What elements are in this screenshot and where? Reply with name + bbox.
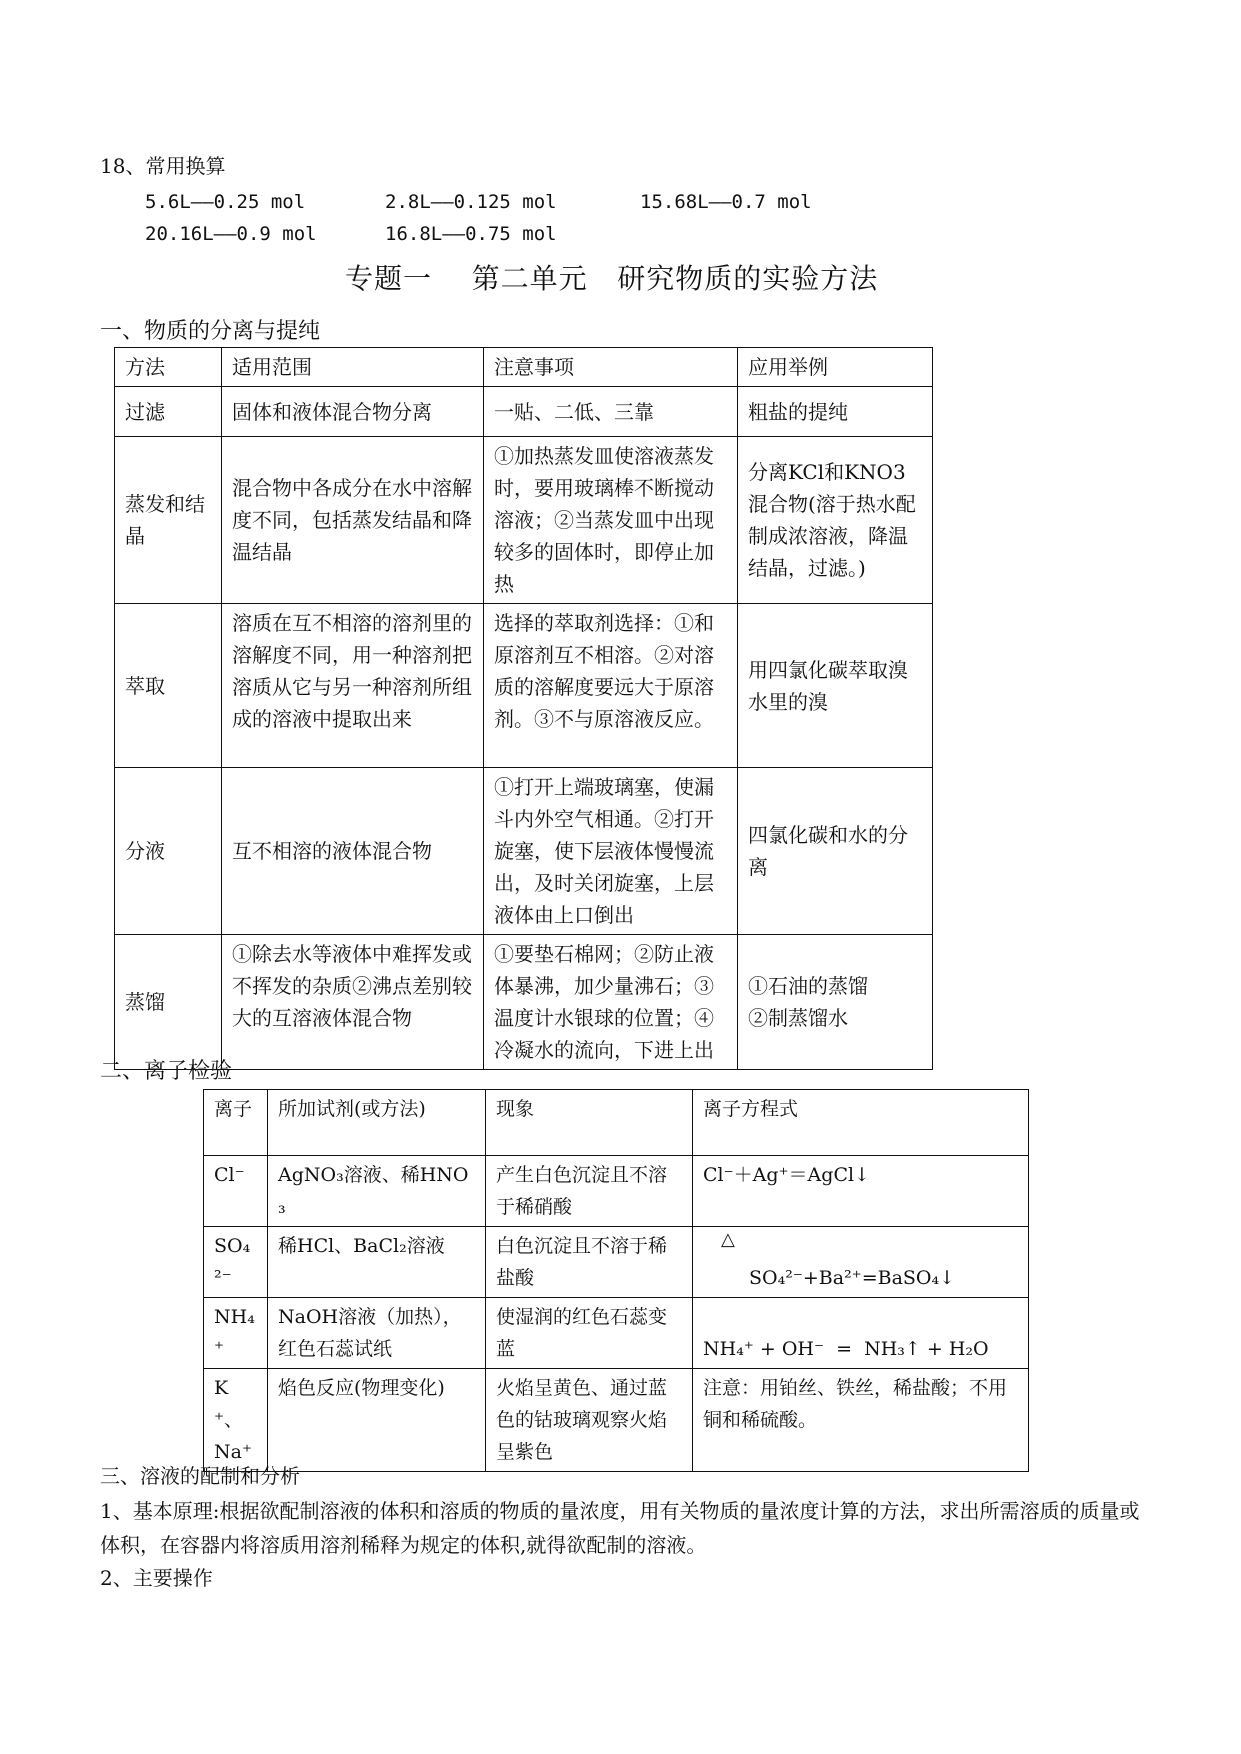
table-header-row [115,348,933,387]
section-heading: 一、物质的分离与提纯 [100,319,321,344]
table-row [204,1298,1029,1369]
table-cell: 混合物中各成分在水中溶解度不同，包括蒸发结晶和降温结晶 [222,437,484,604]
table-cell: AgNO₃溶液、稀HNO₃ [268,1156,486,1227]
column-header: 离子 [204,1090,268,1156]
table-row [115,935,933,1070]
ion-test-table [203,1089,1029,1472]
table-cell: 分液 [115,768,222,935]
conversion-item: 2.8L——0.125 mol [385,191,557,213]
table-cell: 溶质在互不相溶的溶剂里的溶解度不同，用一种溶剂把溶质从它与另一种溶剂所组成的溶液中提取出来 [222,604,484,768]
table-cell: 火焰呈黄色、通过蓝色的钴玻璃观察火焰呈紫色 [486,1369,693,1472]
section-heading: 三、溶液的配制和分析 [100,1464,300,1488]
column-header: 注意事项 [484,348,738,387]
table-cell: 使湿润的红色石蕊变蓝 [486,1298,693,1369]
table-row [115,437,933,604]
table-cell: 过滤 [115,387,222,437]
table-cell: Cl⁻ [204,1156,268,1227]
table-cell [693,1227,1029,1298]
table-cell: NH₄⁺ [204,1298,268,1369]
table-cell: ①除去水等液体中难挥发或不挥发的杂质②沸点差别较大的互溶液体混合物 [222,935,484,1070]
table-cell: 蒸发和结晶 [115,437,222,604]
equation-text: SO₄²⁻+Ba²⁺=BaSO₄↓ [749,1267,956,1289]
table-cell: Cl⁻＋Ag⁺＝AgCl↓ [693,1156,1029,1227]
table-row [115,604,933,768]
conversion-item: 5.6L——0.25 mol [145,191,306,213]
column-header: 应用举例 [738,348,933,387]
table-header-row [204,1090,1029,1156]
conversion-item: 16.8L——0.75 mol [385,223,557,245]
table-cell: 互不相溶的液体混合物 [222,768,484,935]
conversion-item: 20.16L——0.9 mol [145,223,317,245]
table-cell: NH₄⁺ + OH⁻ = NH₃↑ + H₂O [693,1298,1029,1369]
heat-mark: △ [721,1229,735,1250]
table-cell: 白色沉淀且不溶于稀盐酸 [486,1227,693,1298]
table-row [204,1156,1029,1227]
table-cell: 焰色反应(物理变化) [268,1369,486,1472]
table-cell: ①加热蒸发皿使溶液蒸发时，要用玻璃棒不断搅动溶液；②当蒸发皿中出现较多的固体时，即停止加热 [484,437,738,604]
column-header: 适用范围 [222,348,484,387]
table-row [204,1227,1029,1298]
table-cell: ①要垫石棉网；②防止液体暴沸，加少量沸石；③温度计水银球的位置；④冷凝水的流向，下进上出 [484,935,738,1070]
paragraph: 2、主要操作 [100,1566,213,1590]
table-cell: 蒸馏 [115,935,222,1070]
table-cell: 萃取 [115,604,222,768]
table-row [204,1369,1029,1472]
table-row [115,387,933,437]
table-cell: ①打开上端玻璃塞，使漏斗内外空气相通。②打开旋塞，使下层液体慢慢流出，及时关闭旋塞，上层液体由上口倒出 [484,768,738,935]
table-cell: 用四氯化碳萃取溴水里的溴 [738,604,933,768]
section-heading: 二、离子检验 [100,1059,233,1084]
table-cell: ①石油的蒸馏 ②制蒸馏水 [738,935,933,1070]
separation-table [114,347,933,1070]
table-cell: 选择的萃取剂选择：①和原溶剂互不相溶。②对溶质的溶解度要远大于原溶剂。③不与原溶液反应。 [484,604,738,768]
table-cell: NaOH溶液（加热），红色石蕊试纸 [268,1298,486,1369]
column-header: 所加试剂(或方法) [268,1090,486,1156]
table-cell: 产生白色沉淀且不溶于稀硝酸 [486,1156,693,1227]
paragraph: 1、基本原理:根据欲配制溶液的体积和溶质的物质的量浓度，用有关物质的量浓度计算的方法，求出所需溶质的质量或体积，在容器内将溶质用溶剂稀释为规定的体积,就得欲配制的溶液。 [100,1499,1140,1557]
table-cell: 固体和液体混合物分离 [222,387,484,437]
column-header: 离子方程式 [693,1090,1029,1156]
table-cell: 粗盐的提纯 [738,387,933,437]
table-cell: K⁺、Na⁺ [204,1369,268,1472]
conversion-item: 15.68L——0.7 mol [640,191,812,213]
column-header: 现象 [486,1090,693,1156]
table-cell: SO₄²⁻ [204,1227,268,1298]
table-cell: 稀HCl、BaCl₂溶液 [268,1227,486,1298]
table-cell: 四氯化碳和水的分离 [738,768,933,935]
table-cell: 分离KCl和KNO3混合物(溶于热水配制成浓溶液，降温结晶，过滤。) [738,437,933,604]
table-cell: 注意：用铂丝、铁丝，稀盐酸；不用铜和稀硫酸。 [693,1369,1029,1472]
table-row [115,768,933,935]
conversion-heading: 18、常用换算 [100,154,226,178]
page-title: 专题一 第二单元 研究物质的实验方法 [345,262,879,295]
table-cell: 一贴、二低、三靠 [484,387,738,437]
column-header: 方法 [115,348,222,387]
